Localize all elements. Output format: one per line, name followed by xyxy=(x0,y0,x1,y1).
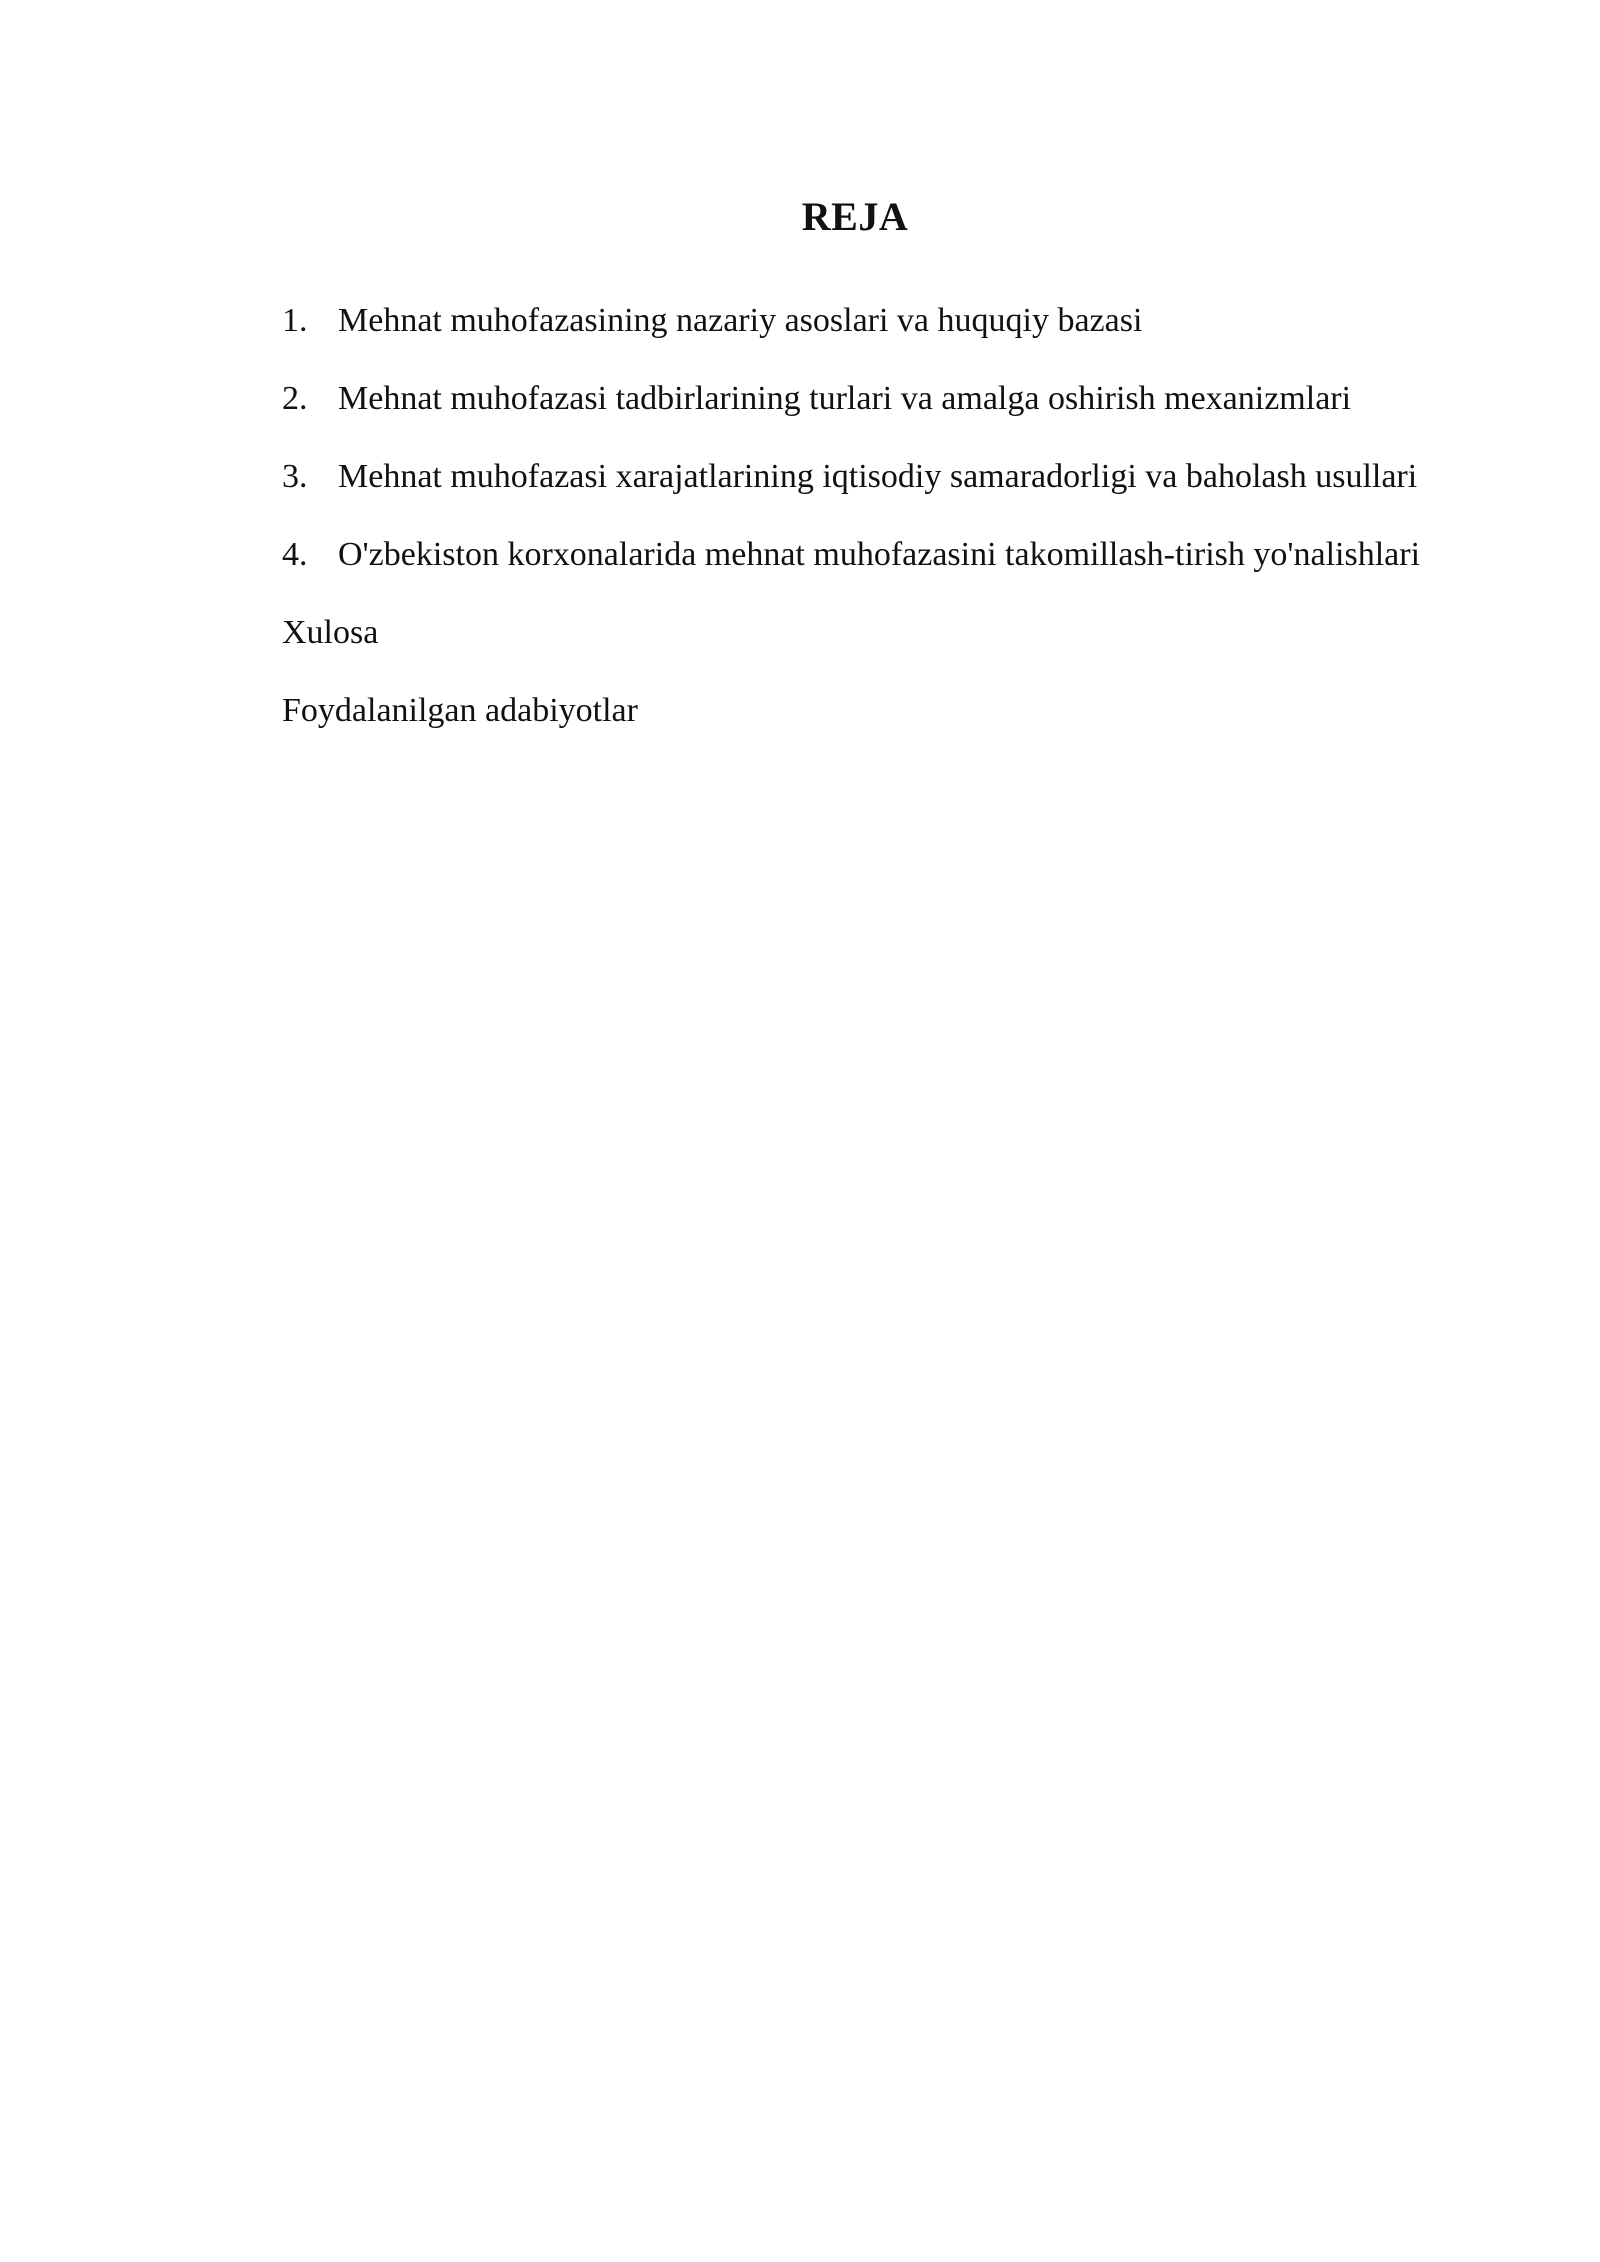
plan-item-4 xyxy=(242,522,1422,587)
plan-item-3 xyxy=(242,444,1422,509)
plan-item-text: Mehnat muhofazasining nazariy asoslari va huquqiy bazasi xyxy=(338,302,1143,339)
plan-item-number: 2. xyxy=(282,380,308,417)
page-title: REJA xyxy=(801,194,909,239)
plan-item-2 xyxy=(242,366,1422,431)
plan-item-number: 4. xyxy=(282,536,308,573)
plan-item-text: O'zbekiston korxonalarida mehnat muhofazasini takomillash-tirish yo'nalishlari xyxy=(338,536,1421,573)
plan-item-text: Mehnat muhofazasi tadbirlarining turlari va amalga oshirish mexanizmlari xyxy=(338,380,1352,417)
conclusion-item: Xulosa xyxy=(282,614,379,651)
plan-item-1 xyxy=(242,288,1422,353)
references-item: Foydalanilgan adabiyotlar xyxy=(282,692,638,729)
plan-item-text: Mehnat muhofazasi xarajatlarining iqtisodiy samaradorligi va baholash usullari xyxy=(338,458,1418,495)
plan-list xyxy=(242,288,1422,756)
plan-item-number: 1. xyxy=(282,302,308,339)
plan-item-number: 3. xyxy=(282,458,308,495)
